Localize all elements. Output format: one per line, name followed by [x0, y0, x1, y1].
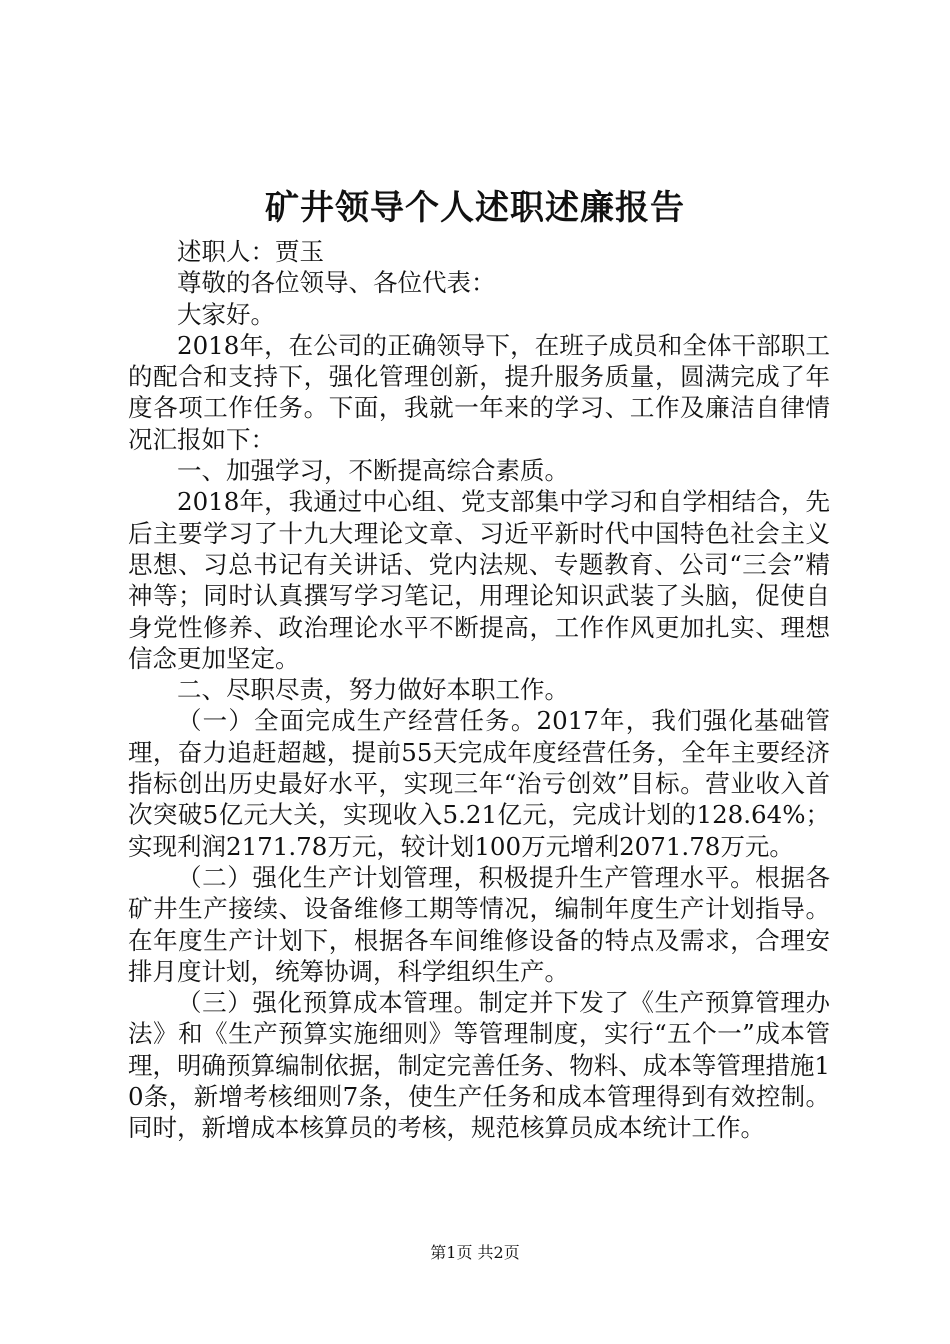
page-footer: 第1页 共2页: [430, 1243, 520, 1262]
production-tasks-paragraph: （一）全面完成生产经营任务。2017年，我们强化基础管理，奋力追赶超越，提前55天完成年度经营任务，全年主要经济指标创出历史最好水平，实现三年“治亏创效”目标。营业收入首次突破5亿元大关，实现收入5.21亿元，完成计划的128.64%；实现利润2171.78万元，较计划100万元增利2071.78万元。: [128, 706, 830, 861]
section-heading-2: 二、尽职尽责，努力做好本职工作。: [177, 675, 569, 705]
production-plan-paragraph: （二）强化生产计划管理，积极提升生产管理水平。根据各矿井生产接续、设备维修工期等情况，编制年度生产计划指导。在年度生产计划下，根据各车间维修设备的特点及需求，合理安排月度计划，统筹协调，科学组织生产。: [128, 862, 830, 986]
reporter-line: 述职人：贾玉: [177, 237, 324, 266]
document-title: 矿井领导个人述职述廉报告: [265, 188, 685, 228]
section-heading-1: 一、加强学习，不断提高综合素质。: [177, 456, 569, 486]
intro-paragraph: 2018年，在公司的正确领导下，在班子成员和全体干部职工的配合和支持下，强化管理创新，提升服务质量，圆满完成了年度各项工作任务。下面，我就一年来的学习、工作及廉洁自律情况汇报如下：: [128, 330, 830, 454]
greeting: 大家好。: [177, 299, 275, 329]
document-body: [128, 236, 830, 1144]
salutation: 尊敬的各位领导、各位代表：: [177, 268, 496, 298]
study-paragraph: 2018年，我通过中心组、党支部集中学习和自学相结合，先后主要学习了十九大理论文章、习近平新时代中国特色社会主义思想、习总书记有关讲话、党内法规、专题教育、公司“三会”精神等；同时认真撰写学习笔记，用理论知识武装了头脑，促使自身党性修养、政治理论水平不断提高，工作作风更加扎实、理想信念更加坚定。: [128, 487, 830, 673]
budget-cost-paragraph: （三）强化预算成本管理。制定并下发了《生产预算管理办法》和《生产预算实施细则》等管理制度，实行“五个一”成本管理，明确预算编制依据，制定完善任务、物料、成本等管理措施10条，新增考核细则7条，使生产任务和成本管理得到有效控制。同时，新增成本核算员的考核，规范核算员成本统计工作。: [128, 988, 830, 1143]
